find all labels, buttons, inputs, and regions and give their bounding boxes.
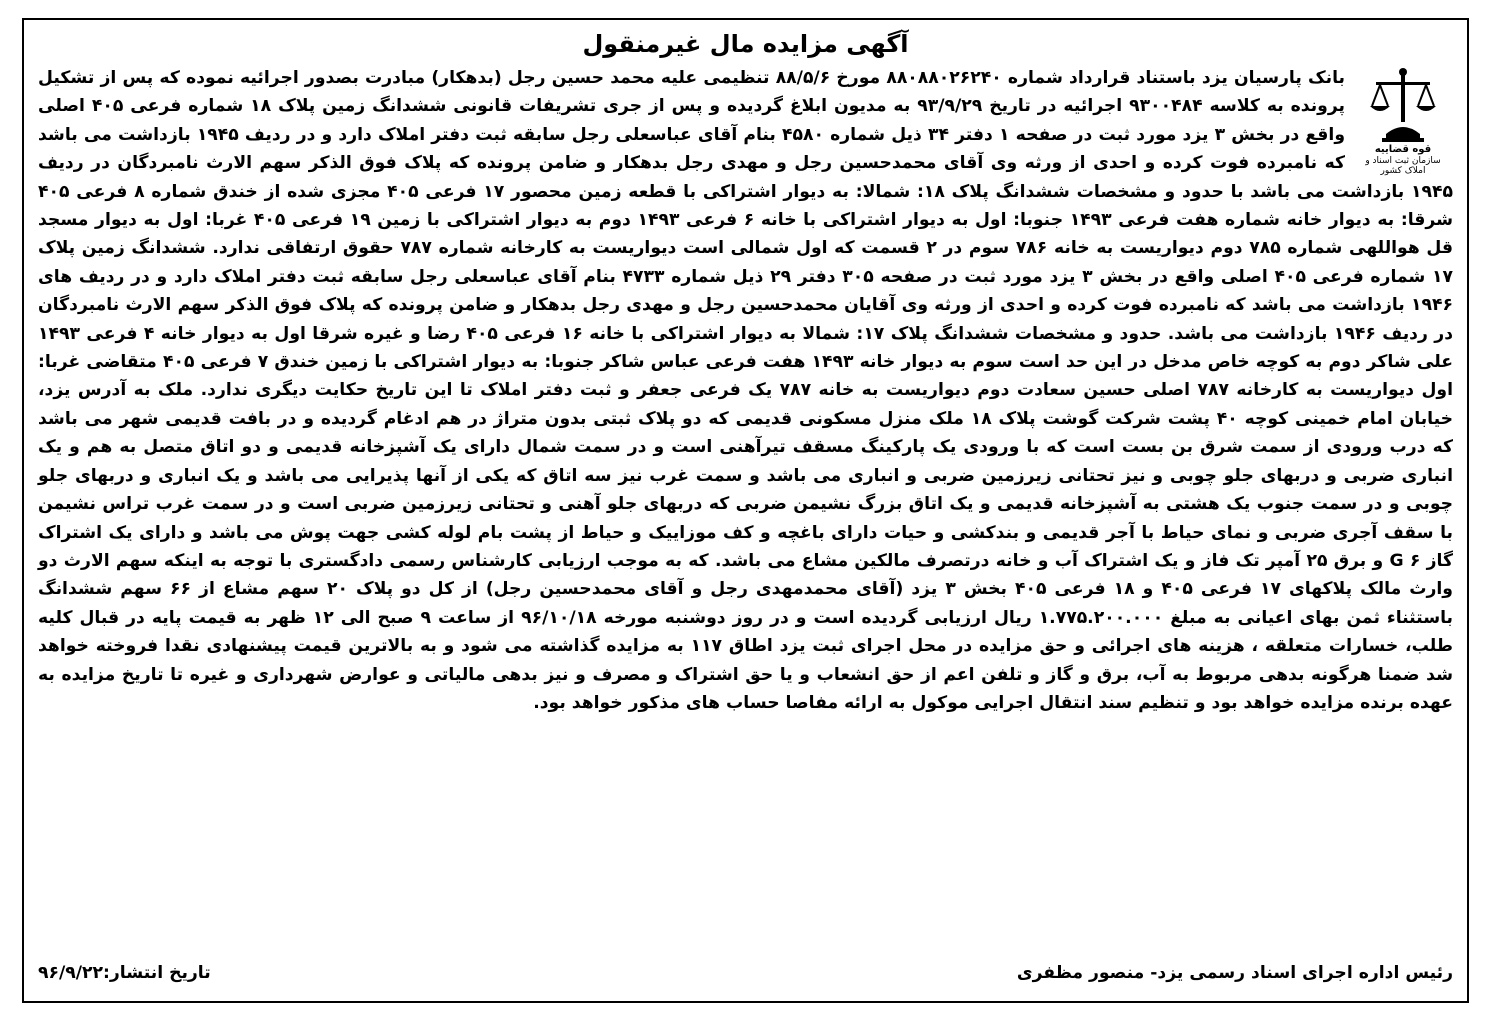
notice-title: آگهی مزایده مال غیرمنقول (582, 30, 909, 58)
publish-date: تاریخ انتشار:۹۶/۹/۲۲ (38, 963, 211, 983)
logo-spacer (1345, 64, 1453, 176)
logo-caption-top: قوه قضاییه (1374, 144, 1432, 155)
notice-body-text: بانک پارسیان یزد باستناد قرارداد شماره ۸۸۰۸۸۰۲۶۲۴۰ مورخ ۸۸/۵/۶ تنظیمی علیه محمد حسین رجل (بدهکار) مبادرت بصدور اجرائیه نموده که پس از تشکیل پرونده به کلاسه ۹۳۰۰۴۸۴ اجرائیه در تاریخ ۹۳/۹/۲۹ به مدیون ابلاغ گردیده و پس از جری تشریفات قانونی ششدانگ زمین پلاک ۱۸ شماره فرعی ۴۰۵ اصلی واقع در بخش ۳ یزد مورد ثبت در صفحه ۱ دفتر ۳۴ ذیل شماره ۴۵۸۰ بنام آقای عباسعلی رجل سابقه ثبت دفتر املاک دارد و در ردیف ۱۹۴۵ بازداشت می باشد که نامبرده فوت کرده و احدی از ورثه وی آقای محمدحسین رجل و مهدی رجل بدهکار و ضامن پرونده که پلاک فوق الذکر سهم الارث نامبردگان در ردیف ۱۹۴۵ بازداشت می باشد با حدود و مشخصات ششدانگ پلاک ۱۸: شمالا: به دیوار اشتراکی با قطعه زمین محصور ۱۷ فرعی ۴۰۵ مجزی شده از خندق شماره ۸ فرعی ۴۰۵ شرقا: به دیوار خانه شماره هفت فرعی ۱۴۹۳ جنوبا: اول به دیوار اشتراکی با خانه ۶ فرعی ۱۴۹۳ دوم به دیوار اشتراکی با زمین ۱۹ فرعی ۴۰۵ غربا: اول به دیوار مسجد قل هواللهی شماره ۷۸۵ دوم دیواریست به خانه ۷۸۶ سوم در ۲ قسمت که اول شمالی است دیواریست به کارخانه شماره ۷۸۷ حقوق ارتفاقی ندارد. ششدانگ زمین پلاک ۱۷ شماره فرعی ۴۰۵ اصلی واقع در بخش ۳ یزد مورد ثبت در صفحه ۳۰۵ دفتر ۲۹ ذیل شماره ۴۷۳۳ بنام آقای عباسعلی رجل سابقه ثبت دفتر املاک دارد و در ردیف های ۱۹۴۶ بازداشت می باشد که نامبرده فوت کرده و احدی از ورثه وی آقایان محمدحسین رجل و مهدی رجل بدهکار و ضامن پرونده که پلاک فوق الذکر سهم الارث نامبردگان در ردیف ۱۹۴۶ بازداشت می باشد. حدود و مشخصات ششدانگ پلاک ۱۷: شمالا به دیوار اشتراکی با خانه ۱۶ فرعی ۴۰۵ رضا و غیره شرقا اول به دیوار خانه ۴ فرعی ۱۴۹۳ علی شاکر دوم به کوچه خاص مدخل در این حد است سوم به دیوار خانه ۱۴۹۳ هفت فرعی عباس شاکر جنوبا: به دیوار اشتراکی با زمین خندق ۷ فرعی ۴۰۵ متقاضی غربا: اول دیواریست به کارخانه ۷۸۷ اصلی حسین سعادت دوم دیواریست به خانه ۷۸۷ یک فرعی جعفر و ثبت دفتر املاک تا این تاریخ حکایت دیگری ندارد. ملک به آدرس یزد، خیابان امام خمینی کوچه ۴۰ پشت شرکت گوشت پلاک ۱۸ ملک منزل مسکونی قدیمی که دو پلاک ثبتی بدون متراژ در هم ادغام گردیده و در بافت قدیمی شهر می باشد که درب ورودی از سمت شرق بن بست است که با ورودی یک پارکینگ مسقف تیرآهنی است و در سمت شمال دارای یک آشپزخانه قدیمی و دو اتاق متصل به هم و یک انباری ضربی و دربهای جلو چوبی و نیز تحتانی زیرزمین ضربی و انباری می باشد و سمت غرب نیز سه اتاق که یکی از آنها پذیرایی می باشد و یک انباری و دربهای جلو چوبی و در سمت جنوب یک هشتی به آشپزخانه قدیمی و یک اتاق بزرگ نشیمن ضربی که دربهای جلو آهنی و تحتانی زیرزمین ضربی است و در سمت غرب تراس نشیمن با سقف آجری ضربی و نمای حیاط با آجر قدیمی و بندکشی و حیات دارای باغچه و کف موزاییک و حیاط از پشت بام لوله کشی جهت پوش می باشد و دارای یک اشتراک گاز G ۶ و برق ۲۵ آمپر تک فاز و یک اشتراک آب و خانه درتصرف مالکین مشاع می باشد. که به موجب ارزیابی کارشناس رسمی دادگستری با توجه به اینکه سهم الارث دو وارث مالک پلاکهای ۱۷ فرعی ۴۰۵ و ۱۸ فرعی ۴۰۵ بخش ۳ یزد (آقای محمدمهدی رجل و آقای محمدحسین رجل) از کل دو پلاک ۲۰ سهم مشاع از ۶۶ سهم ششدانگ باستثناء ثمن بهای اعیانی به مبلغ ۱.۷۷۵.۲۰۰.۰۰۰ ریال ارزیابی گردیده است و در روز دوشنبه مورخه ۹۶/۱۰/۱۸ از ساعت ۹ صبح الی ۱۲ ظهر به قیمت پایه در قبال کلیه طلب، خسارات متعلقه ، هزینه های اجرائی و حق مزایده در محل اجرای ثبت یزد اطاق ۱۱۷ به مزایده گذاشته می شود و به بالاترین قیمت پیشنهادی نقدا فروخته خواهد شد ضمنا هرگونه بدهی مربوط به آب، برق و گاز و تلفن اعم از حق انشعاب و یا حق اشتراک و مصرف و نیز بدهی مالیاتی و عوارض شهرداری و غیره تا تاریخ مزایده به عهده برنده مزایده خواهد بود و تنظیم سند انتقال اجرایی موکول به ارائه مفاصا حساب های مذکور خواهد بود. (38, 68, 1454, 713)
notice-frame (22, 18, 1469, 1003)
logo-caption-bottom: سازمان ثبت اسناد و املاک کشور (1365, 156, 1441, 176)
signature: رئیس اداره اجرای اسناد رسمی یزد- منصور مظفری (1016, 963, 1453, 983)
signature-line (38, 959, 1453, 987)
notice-body (38, 64, 1453, 717)
